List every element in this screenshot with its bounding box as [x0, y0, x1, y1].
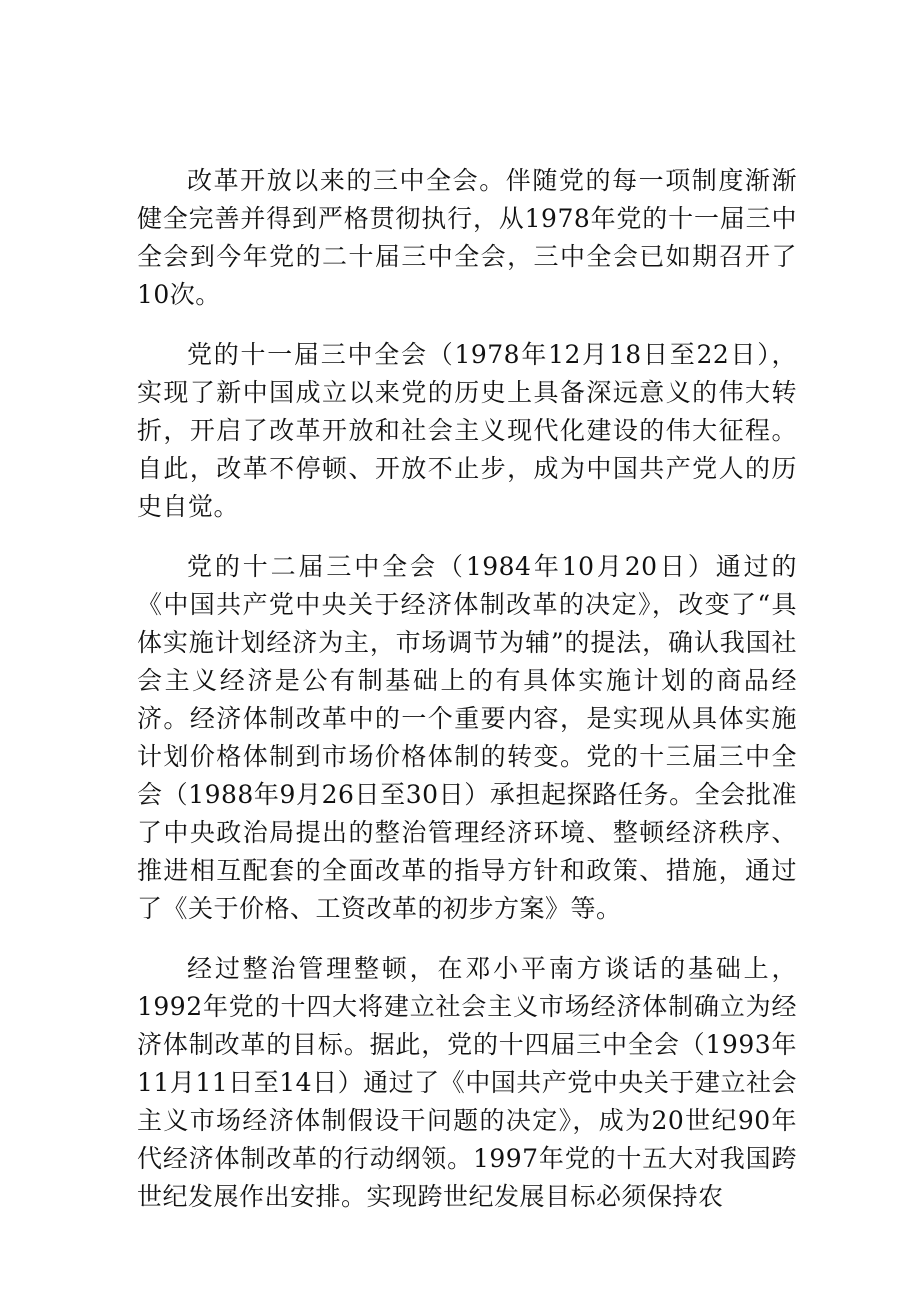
document-body — [137, 162, 797, 1238]
paragraph-4: 经过整治管理整顿，在邓小平南方谈话的基础上，1992年党的十四大将建立社会主义市场经济体制确立为经济体制改革的目标。据此，党的十四届三中全会（1993年11月11日至14日）通过了《中国共产党中央关于建立社会主义市场经济体制假设干问题的决定》，成为20世纪90年代经济体制改革的行动纲领。1997年党的十五大对我国跨世纪发展作出安排。实现跨世纪发展目标必须保持农 — [137, 954, 797, 1211]
paragraph-1: 改革开放以来的三中全会。伴随党的每一项制度渐渐健全完善并得到严格贯彻执行，从1978年党的十一届三中全会到今年党的二十届三中全会，三中全会已如期召开了10次。 — [137, 166, 797, 309]
paragraph-3: 党的十二届三中全会（1984年10月20日）通过的《中国共产党中央关于经济体制改革的决定》，改变了“具体实施计划经济为主，市场调节为辅”的提法，确认我国社会主义经济是公有制基础上的有具体实施计划的商品经济。经济体制改革中的一个重要内容，是实现从具体实施计划价格体制到市场价格体制的转变。党的十三届三中全会（1988年9月26日至30日）承担起探路任务。全会批准了中央政治局提出的整治管理经济环境、整顿经济秩序、推进相互配套的全面改革的指导方针和政策、措施，通过了《关于价格、工资改革的初步方案》等。 — [137, 552, 797, 923]
paragraph-2: 党的十一届三中全会（1978年12月18日至22日），实现了新中国成立以来党的历史上具备深远意义的伟大转折，开启了改革开放和社会主义现代化建设的伟大征程。自此，改革不停顿、开放不止步，成为中国共产党人的历史自觉。 — [137, 340, 797, 521]
